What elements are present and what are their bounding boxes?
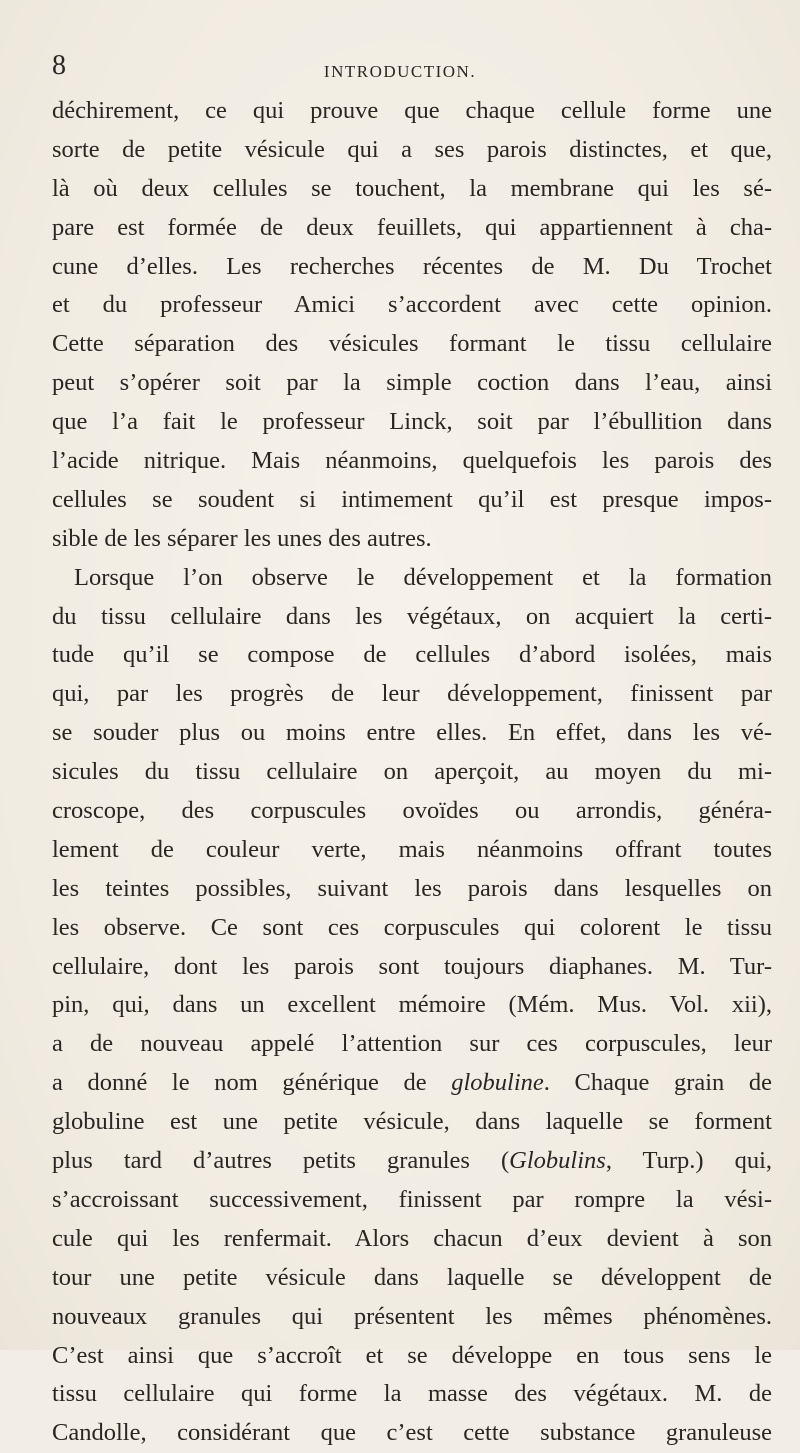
italic-term: Globulins: [509, 1147, 606, 1175]
text-line: cune d’elles. Les recherches récentes de M. Du Trochet: [52, 252, 772, 280]
text-line: sicules du tissu cellulaire on aperçoit, au moyen du mi-: [52, 758, 772, 786]
text-line: a de nouveau appelé l’attention sur ces corpuscules, leur: [52, 1030, 772, 1058]
text-line: globuline est une petite vésicule, dans laquelle se forment: [52, 1108, 772, 1136]
text-line: tour une petite vésicule dans laquelle se développent de: [52, 1263, 772, 1291]
text-line: déchirement, ce qui prouve que chaque cellule forme une: [52, 97, 772, 124]
body-text: [52, 92, 772, 1453]
text-line: Cette séparation des vésicules formant le tissu cellulaire: [52, 330, 772, 358]
text-line: et du professeur Amici s’accordent avec cette opinion.: [52, 291, 772, 319]
text-line: pare est formée de deux feuillets, qui appartiennent à cha-: [52, 213, 772, 241]
page-number: 8: [52, 50, 66, 81]
text-line: se souder plus ou moins entre elles. En effet, dans les vé-: [52, 719, 772, 747]
text-line: s’accroissant successivement, finissent par rompre la vési-: [52, 1185, 772, 1213]
text-line: cule qui les renfermait. Alors chacun d’eux devient à son: [52, 1224, 772, 1252]
italic-term: globuline: [451, 1069, 544, 1097]
text-line: a donné le nom générique de globuline. Chaque grain de: [52, 1069, 772, 1097]
text-line: l’acide nitrique. Mais néanmoins, quelquefois les parois des: [52, 447, 772, 475]
text-line: Candolle, considérant que c’est cette substance granuleuse: [52, 1419, 772, 1447]
text-line: plus tard d’autres petits granules (Globulins, Turp.) qui,: [52, 1147, 773, 1175]
text-line: tissu cellulaire qui forme la masse des végétaux. M. de: [52, 1380, 772, 1408]
text-line: lement de couleur verte, mais néanmoins offrant toutes: [52, 835, 772, 863]
text-line: les observe. Ce sont ces corpuscules qui colorent le tissu: [52, 913, 772, 941]
text-line: nouveaux granules qui présentent les mêmes phénomènes.: [52, 1302, 772, 1330]
text-line: les teintes possibles, suivant les parois dans lesquelles on: [52, 874, 772, 902]
text-line: croscope, des corpuscules ovoïdes ou arrondis, généra-: [52, 797, 772, 825]
text-line: sorte de petite vésicule qui a ses parois distinctes, et que,: [52, 135, 772, 163]
text-line: sible de les séparer les unes des autres.: [52, 524, 432, 552]
text-line: pin, qui, dans un excellent mémoire (Mém. Mus. Vol. xii),: [52, 991, 772, 1019]
text-line: que l’a fait le professeur Linck, soit par l’ébullition dans: [52, 408, 772, 436]
text-line: qui, par les progrès de leur développement, finissent par: [52, 680, 772, 708]
text-line: tude qu’il se compose de cellules d’abord isolées, mais: [52, 641, 772, 669]
text-line: là où deux cellules se touchent, la membrane qui les sé-: [52, 174, 772, 202]
text-line: du tissu cellulaire dans les végétaux, on acquiert la certi-: [52, 602, 772, 630]
text-line: Lorsque l’on observe le développement et la formation: [74, 563, 772, 591]
text-line: C’est ainsi que s’accroît et se développe en tous sens le: [52, 1341, 772, 1369]
running-head: INTRODUCTION.: [323, 62, 477, 81]
text-line: peut s’opérer soit par la simple coction dans l’eau, ainsi: [52, 369, 772, 397]
text-line: cellules se soudent si intimement qu’il est presque impos-: [52, 485, 772, 513]
text-line: cellulaire, dont les parois sont toujours diaphanes. M. Tur-: [52, 952, 772, 980]
